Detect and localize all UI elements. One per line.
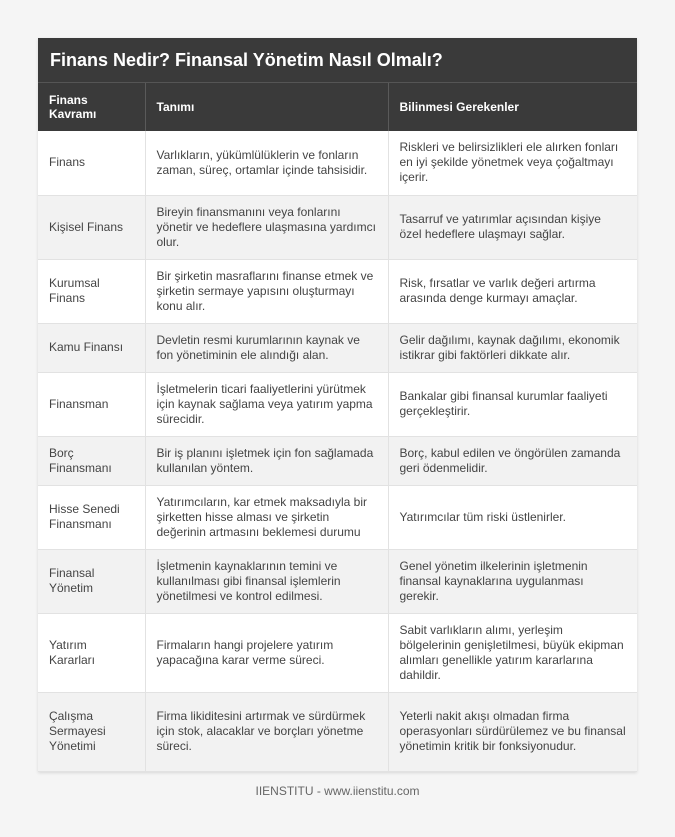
table-row bbox=[38, 613, 637, 692]
cell-notes: Borç, kabul edilen ve öngörülen zamanda geri ödenmelidir. bbox=[388, 436, 637, 485]
cell-notes: Yatırımcılar tüm riski üstlenirler. bbox=[388, 485, 637, 549]
cell-concept: Kişisel Finans bbox=[38, 195, 145, 259]
cell-notes: Riskleri ve belirsizlikleri ele alırken fonları en iyi şekilde yönetmek veya çoğaltmayı içerir. bbox=[388, 131, 637, 195]
cell-definition: Bireyin finansmanını veya fonlarını yönetir ve hedeflere ulaşmasına yardımcı olur. bbox=[145, 195, 388, 259]
cell-concept: Finansman bbox=[38, 372, 145, 436]
header-notes: Bilinmesi Gerekenler bbox=[388, 83, 637, 131]
page-title: Finans Nedir? Finansal Yönetim Nasıl Olmalı? bbox=[38, 38, 637, 83]
cell-definition: Devletin resmi kurumlarının kaynak ve fon yönetiminin ele alındığı alan. bbox=[145, 323, 388, 372]
cell-concept: Yatırım Kararları bbox=[38, 613, 145, 692]
cell-definition: Bir şirketin masraflarını finanse etmek ve şirketin sermaye yapısını oluşturmayı konu alır. bbox=[145, 259, 388, 323]
cell-notes: Genel yönetim ilkelerinin işletmenin finansal kaynaklarına uygulanması gerekir. bbox=[388, 549, 637, 613]
cell-definition: İşletmelerin ticari faaliyetlerini yürütmek için kaynak sağlama veya yatırım yapma sürecidir. bbox=[145, 372, 388, 436]
cell-definition: Firmaların hangi projelere yatırım yapacağına karar verme süreci. bbox=[145, 613, 388, 692]
cell-concept: Kurumsal Finans bbox=[38, 259, 145, 323]
table-row bbox=[38, 436, 637, 485]
cell-notes: Risk, fırsatlar ve varlık değeri artırma arasında denge kurmayı amaçlar. bbox=[388, 259, 637, 323]
header-concept: Finans Kavramı bbox=[38, 83, 145, 131]
footer-credit: IIENSTITU - www.iienstitu.com bbox=[255, 784, 420, 798]
cell-notes: Yeterli nakit akışı olmadan firma operasyonları sürdürülemez ve bu finansal yönetimin kritik bir fonksiyonudur. bbox=[388, 692, 637, 771]
header-definition: Tanımı bbox=[145, 83, 388, 131]
cell-notes: Bankalar gibi finansal kurumlar faaliyeti gerçekleştirir. bbox=[388, 372, 637, 436]
table-header bbox=[38, 83, 637, 131]
cell-definition: Bir iş planını işletmek için fon sağlamada kullanılan yöntem. bbox=[145, 436, 388, 485]
cell-notes: Gelir dağılımı, kaynak dağılımı, ekonomik istikrar gibi faktörleri dikkate alır. bbox=[388, 323, 637, 372]
table-row bbox=[38, 692, 637, 771]
content-card bbox=[38, 38, 637, 772]
cell-concept: Hisse Senedi Finansmanı bbox=[38, 485, 145, 549]
cell-definition: Yatırımcıların, kar etmek maksadıyla bir şirketten hisse alması ve şirketin değerinin artmasını beklemesi durumu bbox=[145, 485, 388, 549]
table-row bbox=[38, 549, 637, 613]
cell-concept: Çalışma Sermayesi Yönetimi bbox=[38, 692, 145, 771]
cell-definition: İşletmenin kaynaklarının temini ve kullanılması gibi finansal işlemlerin yönetilmesi ve kontrol edilmesi. bbox=[145, 549, 388, 613]
table-row bbox=[38, 323, 637, 372]
table-row bbox=[38, 195, 637, 259]
finance-concepts-table bbox=[38, 83, 637, 772]
cell-concept: Finans bbox=[38, 131, 145, 195]
cell-definition: Varlıkların, yükümlülüklerin ve fonların zaman, süreç, ortamlar içinde tahsisidir. bbox=[145, 131, 388, 195]
table-row bbox=[38, 372, 637, 436]
cell-notes: Sabit varlıkların alımı, yerleşim bölgelerinin genişletilmesi, büyük ekipman alımları genellikle yatırım kararlarına dahildir. bbox=[388, 613, 637, 692]
cell-concept: Finansal Yönetim bbox=[38, 549, 145, 613]
table-row bbox=[38, 259, 637, 323]
table-row bbox=[38, 485, 637, 549]
table-row bbox=[38, 131, 637, 195]
cell-definition: Firma likiditesini artırmak ve sürdürmek için stok, alacaklar ve borçları yönetme süreci. bbox=[145, 692, 388, 771]
table-body bbox=[38, 131, 637, 771]
cell-concept: Borç Finansmanı bbox=[38, 436, 145, 485]
cell-concept: Kamu Finansı bbox=[38, 323, 145, 372]
cell-notes: Tasarruf ve yatırımlar açısından kişiye özel hedeflere ulaşmayı sağlar. bbox=[388, 195, 637, 259]
